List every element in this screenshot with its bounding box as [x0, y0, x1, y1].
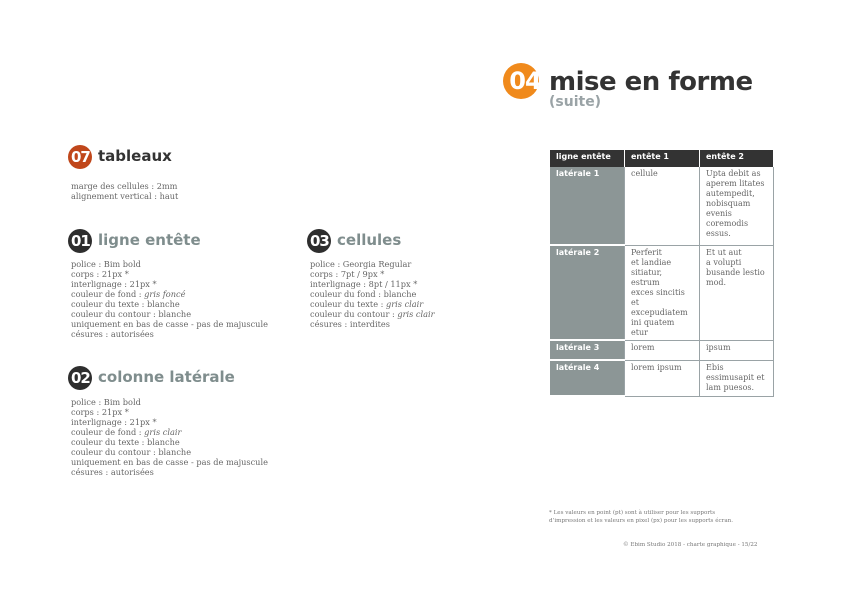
prop-line: interlignage : 21px * — [71, 279, 157, 289]
prop-value: gris clair — [144, 427, 182, 437]
table-row — [550, 167, 773, 245]
footnote-line: * Les valeurs en point (pt) sont à utiliser pour les supports — [549, 510, 716, 516]
table-cell: lorem ipsum — [625, 360, 700, 396]
page-subtitle: (suite) — [549, 94, 602, 110]
section-cellules-heading — [307, 229, 507, 253]
table-row — [550, 360, 773, 396]
prop-line: césures : autorisées — [71, 467, 154, 477]
prop-line: césures : interdites — [310, 319, 390, 329]
page-title: mise en forme — [549, 67, 753, 97]
table-cell: Et ut aut a volupti busande lestio mod. — [700, 245, 774, 340]
prop-label: couleur du contour : — [310, 309, 398, 319]
table-cell: lorem — [625, 340, 700, 360]
section-title: cellules — [337, 231, 402, 249]
prop-line — [310, 309, 435, 319]
badge-number: 02 — [71, 369, 90, 387]
prop-line: couleur du texte : blanche — [71, 299, 180, 309]
number-badge — [307, 229, 331, 253]
badge-number: 07 — [71, 148, 90, 166]
table-cell: cellule — [625, 167, 700, 245]
section-title: tableaux — [98, 147, 172, 165]
table-cell: Perferit et landiae sitiatur, estrum exces sincitis et excepudiatem ini quatem etur — [625, 245, 700, 340]
table-row — [550, 340, 773, 360]
section-cellules-props — [310, 259, 435, 329]
section-colonne-laterale-heading — [68, 366, 288, 390]
example-table — [550, 150, 774, 397]
table-cell: ipsum — [700, 340, 774, 360]
prop-line: marge des cellules : 2mm — [71, 181, 178, 191]
table-header-row — [550, 150, 773, 167]
section-number-badge — [503, 63, 539, 99]
table-header-cell: entête 2 — [700, 150, 774, 167]
section-tableaux-props — [71, 181, 178, 201]
prop-line: alignement vertical : haut — [71, 191, 179, 201]
section-ligne-entete-props — [71, 259, 268, 339]
section-title: colonne latérale — [98, 368, 235, 386]
row-label: latérale 1 — [550, 167, 625, 245]
row-label: latérale 3 — [550, 340, 625, 360]
prop-line: césures : autorisées — [71, 329, 154, 339]
prop-line: police : Georgia Regular — [310, 259, 412, 269]
prop-line: couleur du texte : blanche — [71, 437, 180, 447]
prop-line: corps : 7pt / 9px * — [310, 269, 385, 279]
prop-label: couleur de fond : — [71, 427, 145, 437]
prop-label: couleur de fond : — [71, 289, 145, 299]
prop-line: uniquement en bas de casse - pas de majuscule — [71, 457, 268, 467]
prop-line — [71, 289, 268, 299]
prop-line: uniquement en bas de casse - pas de majuscule — [71, 319, 268, 329]
prop-label: couleur du texte : — [310, 299, 387, 309]
prop-value: gris foncé — [144, 289, 186, 299]
table-header-cell: entête 1 — [625, 150, 700, 167]
prop-line: corps : 21px * — [71, 269, 129, 279]
section-tableaux-heading — [68, 145, 268, 169]
prop-line: corps : 21px * — [71, 407, 129, 417]
prop-line: couleur du contour : blanche — [71, 309, 192, 319]
section-number: 04 — [509, 67, 541, 95]
table-header-cell: ligne entête — [550, 150, 625, 167]
prop-line: interlignage : 8pt / 11px * — [310, 279, 418, 289]
table-row — [550, 245, 773, 340]
badge-number: 03 — [310, 232, 329, 250]
table-cell: Upta debit as aperem litates autempedit, nobisquam evenis coremodis essus. — [700, 167, 774, 245]
table-cell: Ebis essimusapit et lam puesos. — [700, 360, 774, 396]
number-badge — [68, 229, 92, 253]
section-title: ligne entête — [98, 231, 201, 249]
badge-number: 01 — [71, 232, 90, 250]
prop-value: gris clair — [386, 299, 424, 309]
row-label: latérale 4 — [550, 360, 625, 396]
footnote-line: d’impression et les valeurs en pixel (px) pour les supports écran. — [549, 518, 734, 524]
prop-line: interlignage : 21px * — [71, 417, 157, 427]
page-title-block — [503, 63, 753, 110]
prop-line — [310, 299, 435, 309]
prop-line: police : Bim bold — [71, 397, 141, 407]
footnote — [549, 509, 733, 525]
prop-line: police : Bim bold — [71, 259, 141, 269]
prop-line — [71, 427, 268, 437]
prop-value: gris clair — [397, 309, 435, 319]
number-badge — [68, 145, 92, 169]
number-badge — [68, 366, 92, 390]
prop-line: couleur du fond : blanche — [310, 289, 417, 299]
row-label: latérale 2 — [550, 245, 625, 340]
section-ligne-entete-heading — [68, 229, 268, 253]
page-footer: © Ebim Studio 2018 - charte graphique - 15/22 — [623, 542, 758, 548]
prop-line: couleur du contour : blanche — [71, 447, 192, 457]
section-colonne-laterale-props — [71, 397, 268, 477]
